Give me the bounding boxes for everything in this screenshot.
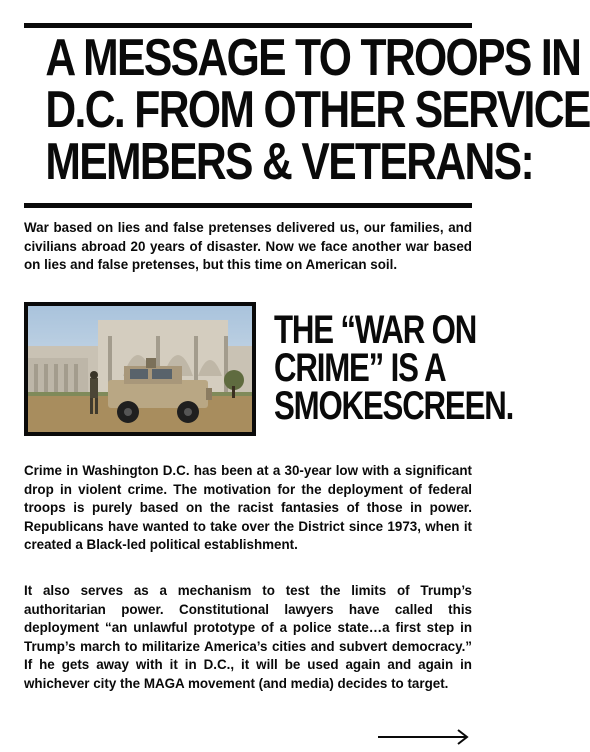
headline-line-3: MEMBERS & VETERANS: — [45, 133, 534, 191]
headline-line-2: D.C. FROM OTHER SERVICE — [45, 81, 590, 139]
arrow-right-icon[interactable] — [376, 728, 472, 746]
top-rule — [24, 23, 472, 28]
intro-paragraph: War based on lies and false pretenses delivered us, our families, and civilians abroad 20 years of disaster. Now we face another war based on lies and false pretenses, but this time on American soil. — [24, 220, 472, 273]
pull-quote-line-2: CRIME” IS A — [274, 346, 446, 390]
body-paragraph-1: Crime in Washington D.C. has been at a 30-year low with a significant drop in violent crime. The motivation for the deployment of federal troops is purely based on the racist fantasies of those in power. Republicans have wanted to take over the District since 1973, when it created a Black-led political establishment. — [24, 463, 472, 553]
photo-illustration — [28, 306, 252, 432]
divider-rule — [24, 203, 472, 208]
page-title — [45, 29, 590, 191]
body-paragraph-2: It also serves as a mechanism to test the limits of Trump’s authoritarian power. Constitutional lawyers have called this deployment “an unlawful prototype of a police state…a first step in Trump’s march to militarize America’s cities and subvert democracy.” If he gets away with it in D.C., it will be used again and again in whichever city the MAGA movement (and media) decides to target. — [24, 583, 472, 691]
photo-humvee-union-station — [24, 302, 256, 436]
pull-quote — [274, 308, 514, 428]
pull-quote-line-1: THE “WAR ON — [274, 308, 477, 352]
headline-line-1: A MESSAGE TO TROOPS IN — [45, 29, 581, 87]
pull-quote-line-3: SMOKESCREEN. — [274, 384, 514, 428]
